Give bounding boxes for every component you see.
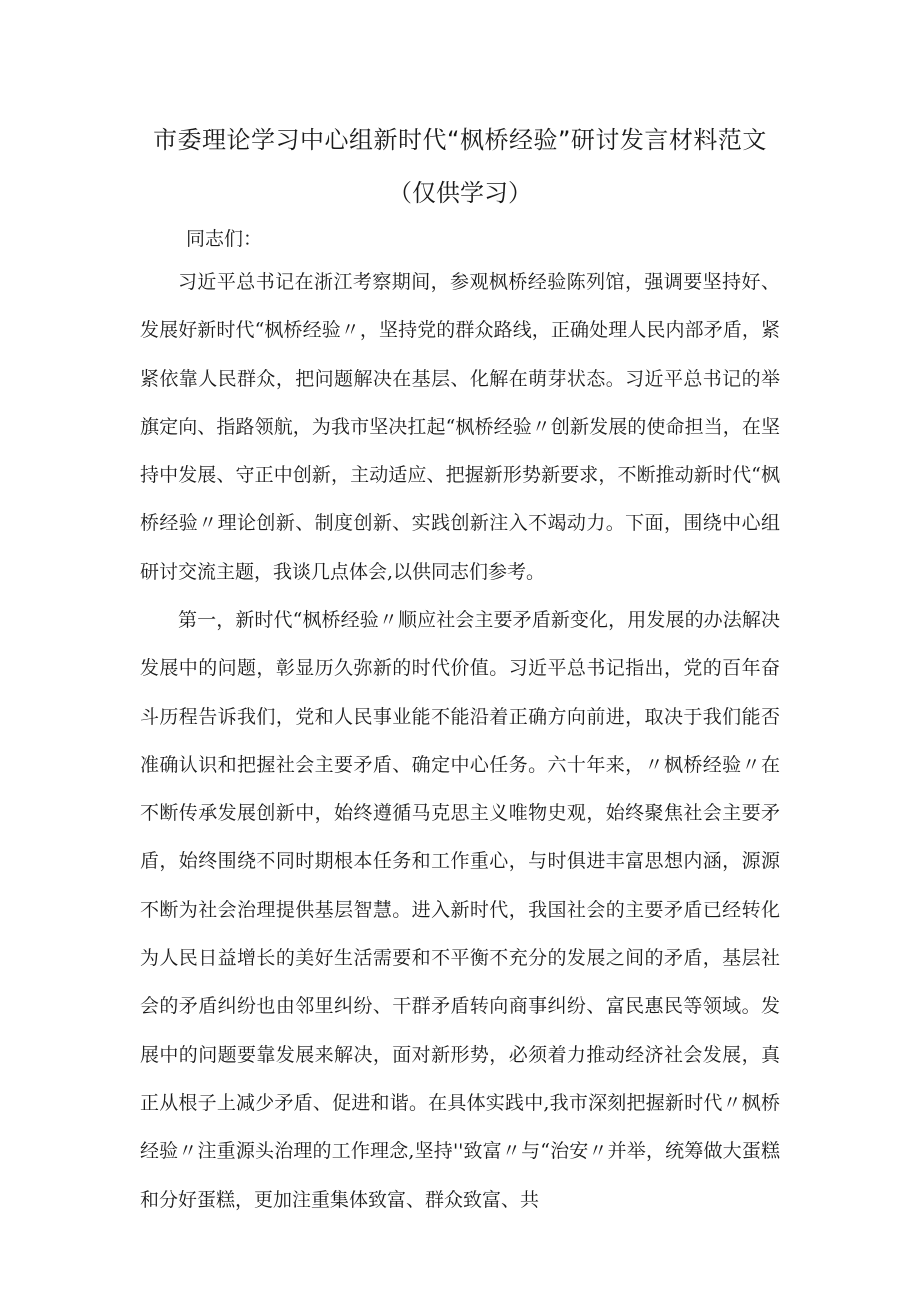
salutation: 同志们： [186,228,263,250]
paragraph-first-point: 第一，新时代“枫桥经验〃顺应社会主要矛盾新变化，用发展的办法解决发展中的问题，彰显历久弥新的时代价值。习近平总书记指出，党的百年奋斗历程告诉我们，党和人民事业能不能沿着正确方向前进，取决于我们能否准确认识和把握社会主要矛盾、确定中心任务。六十年来，〃枫桥经验〃在不断传承发展创新中，始终遵循马克思主义唯物史观，始终聚焦社会主要矛盾，始终围绕不同时期根本任务和工作重心，与时俱进丰富思想内涵，源源不断为社会治理提供基层智慧。进入新时代，我国社会的主要矛盾已经转化为人民日益增长的美好生活需要和不平衡不充分的发展之间的矛盾，基层社会的矛盾纠纷也由邻里纠纷、干群矛盾转向商事纠纷、富民惠民等领域。发展中的问题要靠发展来解决，面对新形势，必须着力推动经济社会发展，真正从根子上减少矛盾、促进和谐。在具体实践中,我市深刻把握新时代〃枫桥经验〃注重源头治理的工作理念,坚持''致富〃与“治安〃并举，统筹做大蛋糕和分好蛋糕，更加注重集体致富、群众致富、共 [140,609,780,1211]
paragraph-intro: 习近平总书记在浙江考察期间，参观枫桥经验陈列馆，强调要坚持好、发展好新时代“枫桥经验〃，坚持党的群众路线，正确处理人民内部矛盾，紧紧依靠人民群众，把问题解决在基层、化解在萌芽状态。习近平总书记的举旗定向、指路领航，为我市坚决扛起“枫桥经验〃创新发展的使命担当，在坚持中发展、守正中创新，主动适应、把握新形势新要求，不断推动新时代“枫桥经验〃理论创新、制度创新、实践创新注入不竭动力。下面，围绕中心组研讨交流主题，我谈几点体会,以供同志们参考。 [140,271,780,583]
document-subtitle: （仅供学习） [388,179,532,207]
document-title: 市委理论学习中心组新时代“枫桥经验”研讨发言材料范文 [153,126,767,154]
